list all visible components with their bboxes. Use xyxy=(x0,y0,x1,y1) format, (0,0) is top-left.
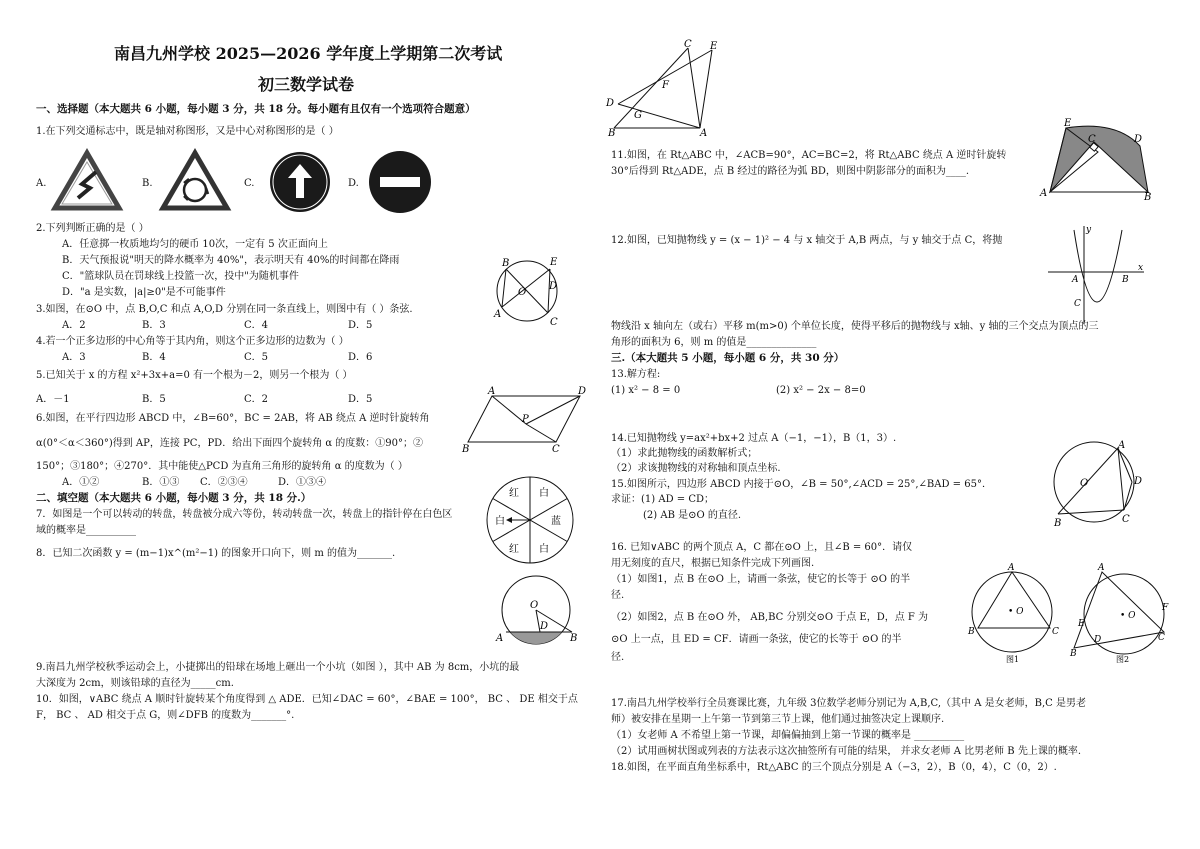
svg-text:• O: • O xyxy=(1008,607,1024,617)
q2-option-a: A．任意掷一枚质地均匀的硬币 10次，一定有 5 次正面向上 xyxy=(62,239,328,250)
spinner-sector-6: 白 xyxy=(495,516,505,527)
q11-line-2: 30°后得到 Rt△ADE，点 B 经过的路径为弧 BD，则图中阴影部分的面积为____. xyxy=(611,166,970,177)
q10-line-1: 10．如图，∨ABC 绕点 A 顺时针旋转某个角度得到 △ ADE．已知∠DAC = 60°，∠BAE = 100°， BC 、 DE 相交于点 xyxy=(36,694,578,705)
svg-text:B: B xyxy=(1122,275,1129,285)
q4-option-a: A．3 xyxy=(62,352,86,363)
q9-ball-figure xyxy=(494,574,580,646)
svg-text:D: D xyxy=(549,281,558,292)
q7-line-2: 域的概率是__________ xyxy=(36,525,136,536)
q5-option-c: C．2 xyxy=(244,394,269,405)
svg-text:C: C xyxy=(1122,514,1130,525)
q17-line-3: （1）女老师 A 不希望上第一节课，却偏偏抽到上第一节课的概率是 __________ xyxy=(611,730,965,741)
q11-line-1: 11.如图，在 Rt△ABC 中，∠ACB=90°，AC=BC=2，将 Rt△ABC 绕点 A 逆时针旋转 xyxy=(611,150,1007,161)
svg-text:E: E xyxy=(1064,118,1072,129)
svg-text:C: C xyxy=(684,39,692,50)
svg-text:C: C xyxy=(550,317,558,328)
svg-text:A: A xyxy=(1072,275,1079,285)
q6-option-b: B．①③ xyxy=(142,477,180,488)
q2-option-c: C．"篮球队员在罚球线上投篮一次，投中"为随机事件 xyxy=(62,271,299,282)
q2-stem: 2.下列判断正确的是（ ） xyxy=(36,223,149,234)
section-1-heading: 一、选择题（本大题共 6 小题，每小题 3 分，共 18 分。每小题有且仅有一个选项符合题意） xyxy=(36,103,476,115)
svg-text:B: B xyxy=(570,633,578,644)
svg-text:B: B xyxy=(1070,649,1077,659)
exam-subtitle: 初三数学试卷 xyxy=(258,75,355,94)
svg-text:C: C xyxy=(1088,134,1096,145)
q12-line-1: 12.如图，已知抛物线 y = (x − 1)² − 4 与 x 轴交于 A,B 两点，与 y 轴交于点 C，将抛 xyxy=(611,235,1003,246)
q7-line-1: 7．如图是一个可以转动的转盘，转盘被分成六等份，转动转盘一次，转盘上的指针停在白色区 xyxy=(36,509,453,520)
q6-option-a: A．①② xyxy=(62,477,100,488)
q17-line-1: 17.南昌九州学校举行全员赛课比赛，九年级 3位数学老师分别记为 A,B,C,（其中 A 是女老师，B,C 是男老 xyxy=(611,698,1086,709)
q16-line-3: （1）如图1，点 B 在⊙O 上，请画一条弦，使它的长等于 ⊙O 的半 xyxy=(611,574,911,585)
q16-line-4: 径. xyxy=(611,590,625,601)
q4-option-d: D．6 xyxy=(348,352,373,363)
spinner-sector-5: 红 xyxy=(509,544,519,555)
q16-line-1: 16. 已知∨ABC 的两个顶点 A，C 都在⊙O 上，且∠B = 60°．请仅 xyxy=(611,542,913,553)
sign-d-icon xyxy=(368,150,432,214)
q3-option-c: C．4 xyxy=(244,320,269,331)
q15-part-2: (2) AB 是⊙O 的直径. xyxy=(643,510,742,521)
svg-text:• O: • O xyxy=(1120,611,1136,621)
q13-stem: 13.解方程: xyxy=(611,369,661,380)
q10-line-2: F， BC 、 AD 相交于点 G，则∠DFB 的度数为_______°. xyxy=(36,710,295,721)
spinner-sector-2: 白 xyxy=(539,488,549,499)
svg-text:F: F xyxy=(1162,603,1169,613)
svg-text:A: A xyxy=(496,633,504,644)
svg-text:E: E xyxy=(550,257,558,268)
q3-option-b: B．3 xyxy=(142,320,166,331)
q6-line-2: α(0°＜α＜360°)得到 AP，连接 PC，PD．给出下面四个旋转角 α 的度数：①90°；② xyxy=(36,438,424,449)
q15-part-1: 求证：(1) AD = CD； xyxy=(611,494,714,505)
svg-text:D: D xyxy=(1134,134,1143,145)
q5-option-b: B．5 xyxy=(142,394,166,405)
svg-text:A: A xyxy=(1098,563,1105,573)
svg-text:G: G xyxy=(634,110,642,121)
sign-a-icon xyxy=(52,150,122,212)
svg-text:y: y xyxy=(1086,225,1092,235)
section-2-heading: 二、填空题（本大题共 6 小题，每小题 3 分，共 18 分.） xyxy=(36,492,312,504)
svg-text:D: D xyxy=(1094,635,1102,645)
q4-option-b: B．4 xyxy=(142,352,166,363)
svg-text:A: A xyxy=(1040,188,1048,199)
sign-c-icon xyxy=(268,150,332,214)
q12-line-2: 物线沿 x 轴向左（或右）平移 m(m>0) 个单位长度，使得平移后的抛物线与 x轴、y 轴的三个交点为顶点的三 xyxy=(611,321,1099,332)
q6-option-c: C．②③④ xyxy=(200,477,248,488)
q8-stem: 8．已知二次函数 y = (m−1)x^(m²−1) 的图象开口向下，则 m 的值为_______. xyxy=(36,548,396,559)
q2-option-b: B．天气预报说"明天的降水概率为 40%"，表示明天有 40%的时间都在降雨 xyxy=(62,255,400,266)
q6-line-1: 6.如图，在平行四边形 ABCD 中，∠B=60°，BC = 2AB，将 AB 绕点 A 逆时针旋转角 xyxy=(36,413,430,424)
svg-text:x: x xyxy=(1138,263,1144,273)
svg-text:A: A xyxy=(700,128,708,139)
q14-part-1: （1）求此抛物线的函数解析式； xyxy=(611,448,758,459)
svg-text:E: E xyxy=(710,41,718,52)
q3-circle-figure xyxy=(494,255,564,327)
q10-triangle-figure xyxy=(604,40,726,138)
q7-spinner-figure xyxy=(484,474,576,566)
q3-option-a: A．2 xyxy=(62,320,86,331)
q12-parabola-figure xyxy=(1044,224,1150,326)
q3-option-d: D．5 xyxy=(348,320,373,331)
spinner-sector-3: 蓝 xyxy=(551,516,561,527)
q13-part-2: (2) x² − 2x − 8=0 xyxy=(776,385,866,396)
q15-stem: 15.如图所示，四边形 ABCD 内接于⊙O，∠B = 50°,∠ACD = 25°,∠BAD = 65°． xyxy=(611,479,992,490)
q6-line-3: 150°；③180°；④270°．其中能使△PCD 为直角三角形的旋转角 α 的度数为（ ） xyxy=(36,461,408,472)
svg-text:B: B xyxy=(968,627,975,637)
svg-text:A: A xyxy=(1118,440,1126,451)
q17-line-4: （2）试用画树状图或列表的方法表示这次抽签所有可能的结果， 并求女老师 A 比男老师 B 先上课的概率. xyxy=(611,746,1082,757)
column-gap xyxy=(598,225,599,231)
q16-figure-2 xyxy=(1070,558,1174,666)
q5-option-a: A．－1 xyxy=(36,394,70,405)
spinner-sector-4: 白 xyxy=(539,544,549,555)
svg-text:C: C xyxy=(552,444,560,455)
svg-text:F: F xyxy=(662,80,669,91)
q14-stem: 14.已知抛物线 y=ax²+bx+2 过点 A（−1，−1），B（1，3）. xyxy=(611,433,897,444)
q3-stem: 3.如图，在⊙O 中，点 B,O,C 和点 A,O,D 分别在同一条直线上，则图中有（ ）条弦. xyxy=(36,304,413,315)
q1-option-b: B. xyxy=(142,178,153,189)
spinner-sector-1: 红 xyxy=(509,488,519,499)
q1-stem: 1.在下列交通标志中，既是轴对称图形，又是中心对称图形的是（ ） xyxy=(36,126,339,137)
q15-circle-figure xyxy=(1040,436,1152,528)
q16-line-7: 径. xyxy=(611,652,625,663)
q17-line-2: 师）被安排在星期一上午第一节到第三节上课，他们通过抽签决定上课顺序. xyxy=(611,714,945,725)
q16-line-2: 用无刻度的直尺，根据已知条件完成下列画图. xyxy=(611,558,815,569)
svg-text:B: B xyxy=(608,128,616,139)
fig-2-caption: 图2 xyxy=(1116,655,1130,664)
q2-option-d: D．"a 是实数，|a|≥0"是不可能事件 xyxy=(62,287,226,298)
svg-text:D: D xyxy=(606,98,615,109)
svg-text:E: E xyxy=(1078,619,1085,629)
q16-line-5: （2）如图2，点 B 在⊙O 外， AB,BC 分别交⊙O 于点 E，D，点 F 为 xyxy=(611,612,929,623)
svg-text:D: D xyxy=(578,386,587,397)
q5-option-d: D．5 xyxy=(348,394,373,405)
svg-text:A: A xyxy=(494,309,502,320)
svg-text:A: A xyxy=(1008,563,1015,573)
svg-text:B: B xyxy=(1054,518,1062,529)
svg-text:C: C xyxy=(1158,633,1165,643)
q6-parallelogram-figure xyxy=(462,386,590,454)
q4-stem: 4.若一个正多边形的中心角等于其内角，则这个正多边形的边数为（ ） xyxy=(36,336,349,347)
q1-option-a: A. xyxy=(36,178,47,189)
q4-option-c: C．5 xyxy=(244,352,269,363)
q9-line-1: 9.南昌九州学校秋季运动会上，小捷掷出的铅球在场地上砸出一个小坑（如图 ），其中 AB 为 8cm，小坑的最 xyxy=(36,662,520,673)
q12-line-3: 角形的面积为 6，则 m 的值是______________ xyxy=(611,337,817,348)
q16-line-6: ⊙O 上一点，且 ED = CF．请画一条弦，使它的长等于 ⊙O 的半 xyxy=(611,634,902,645)
svg-text:A: A xyxy=(488,386,496,397)
q18-stem: 18.如图，在平面直角坐标系中，Rt△ABC 的三个顶点分别是 A（−3，2），B（0，4），C（0，2）. xyxy=(611,762,1057,773)
svg-text:C: C xyxy=(1052,627,1059,637)
q11-shaded-figure xyxy=(1036,116,1156,202)
svg-text:B: B xyxy=(462,444,470,455)
q6-option-d: D．①③④ xyxy=(278,477,327,488)
q5-stem: 5.已知关于 x 的方程 x²+3x+a=0 有一个根为－2，则另一个根为（ ） xyxy=(36,370,353,381)
svg-text:B: B xyxy=(502,258,510,269)
section-3-heading: 三.（本大题共 5 小题，每小题 6 分，共 30 分） xyxy=(611,352,845,364)
svg-text:D: D xyxy=(540,621,549,632)
q14-part-2: （2）求该抛物线的对称轴和顶点坐标. xyxy=(611,463,781,474)
svg-text:B: B xyxy=(1144,192,1152,203)
svg-text:P: P xyxy=(522,414,529,425)
svg-text:O: O xyxy=(1080,478,1089,489)
svg-text:C: C xyxy=(1074,299,1081,309)
exam-title: 南昌九州学校 2025—2026 学年度上学期第二次考试 xyxy=(114,44,503,63)
q16-figure-1 xyxy=(966,558,1066,666)
q13-part-1: (1) x² − 8 = 0 xyxy=(611,385,681,396)
q9-line-2: 大深度为 2cm，则该铅球的直径为_____cm. xyxy=(36,678,234,689)
svg-text:O: O xyxy=(518,287,527,298)
q1-option-d: D. xyxy=(348,178,359,189)
svg-text:D: D xyxy=(1134,476,1143,487)
q1-option-c: C. xyxy=(244,178,255,189)
sign-b-icon xyxy=(160,150,230,212)
fig-1-caption: 图1 xyxy=(1006,655,1020,664)
svg-text:O: O xyxy=(530,600,539,611)
